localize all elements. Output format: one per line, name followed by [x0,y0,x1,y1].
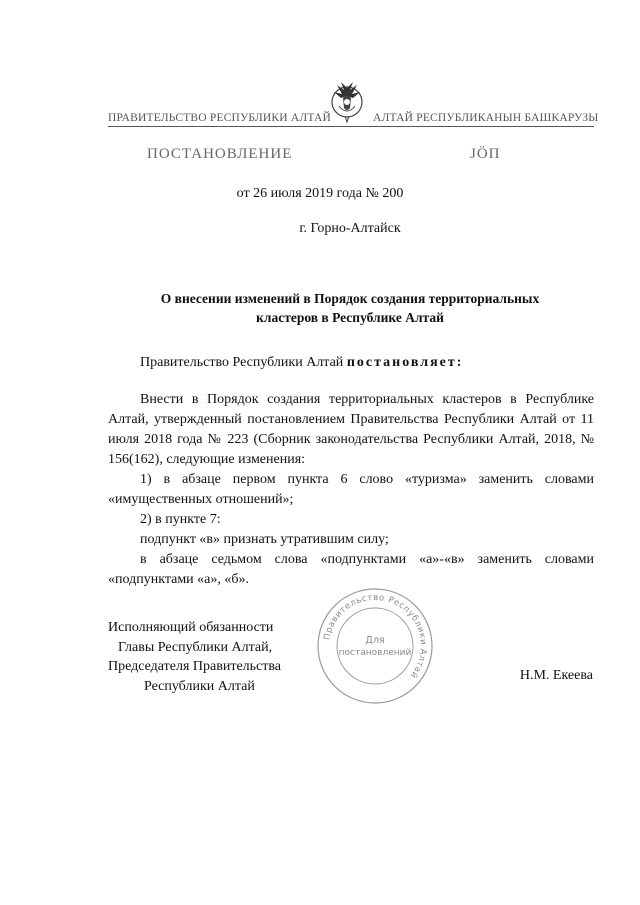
header-government-ru: ПРАВИТЕЛЬСТВО РЕСПУБЛИКИ АЛТАЙ [108,112,332,124]
body-paragraph: 2) в пункте 7: [140,512,221,527]
body-paragraph: в абзаце седьмом слова «подпунктами «а»-«в» заменить словами «подпунктами «а», «б». [108,552,594,587]
body-paragraph: 1) в абзаце первом пункта 6 слово «туризма» заменить словами «имущественных отношений»; [108,472,594,507]
preamble-emphasis: постановляет: [346,355,464,370]
document-title [140,289,560,327]
official-stamp-icon [315,586,435,706]
stamp-center-line: постановлений [338,648,412,658]
doc-type-ru: ПОСТАНОВЛЕНИЕ [147,146,293,162]
title-line: кластеров в Республике Алтай [256,310,444,325]
document-date-number: от 26 июля 2019 года № 200 [236,186,404,201]
signatory-title-line: Главы Республики Алтай, [118,639,273,655]
body-paragraph: подпункт «в» признать утратившим силу; [140,532,389,547]
header-government-alt: АЛТАЙ РЕСПУБЛИКАНЫН БАШКАРУЗЫ [373,112,599,124]
header-divider [108,126,594,127]
document-body [108,390,594,590]
stamp-ring-text: Правительство Республики Алтай [322,592,429,681]
doc-type-alt: JÖП [470,146,501,162]
signature-block [108,618,281,696]
body-paragraph: Внести в Порядок создания территориальных кластеров в Республике Алтай, утвержденный постановлением Правительства Республики Алтай от 11 июля 2018 года № 223 (Сборник законодательства Республики Алтай, 2018, № 156(162), следующие изменения: [108,392,594,467]
signatory-name: Н.М. Екеева [519,668,593,683]
coat-of-arms-icon [327,76,367,124]
preamble-text: Правительство Республики Алтай [140,355,347,370]
signatory-title-line: Председателя Правительства [108,659,282,674]
title-line: О внесении изменений в Порядок создания территориальных [160,291,540,306]
stamp-center-line: Для [365,635,385,646]
preamble [140,355,463,371]
signatory-title-line: Республики Алтай [144,678,255,694]
signatory-title-line: Исполняющий обязанности [108,620,274,635]
document-city: г. Горно-Алтайск [299,221,401,236]
